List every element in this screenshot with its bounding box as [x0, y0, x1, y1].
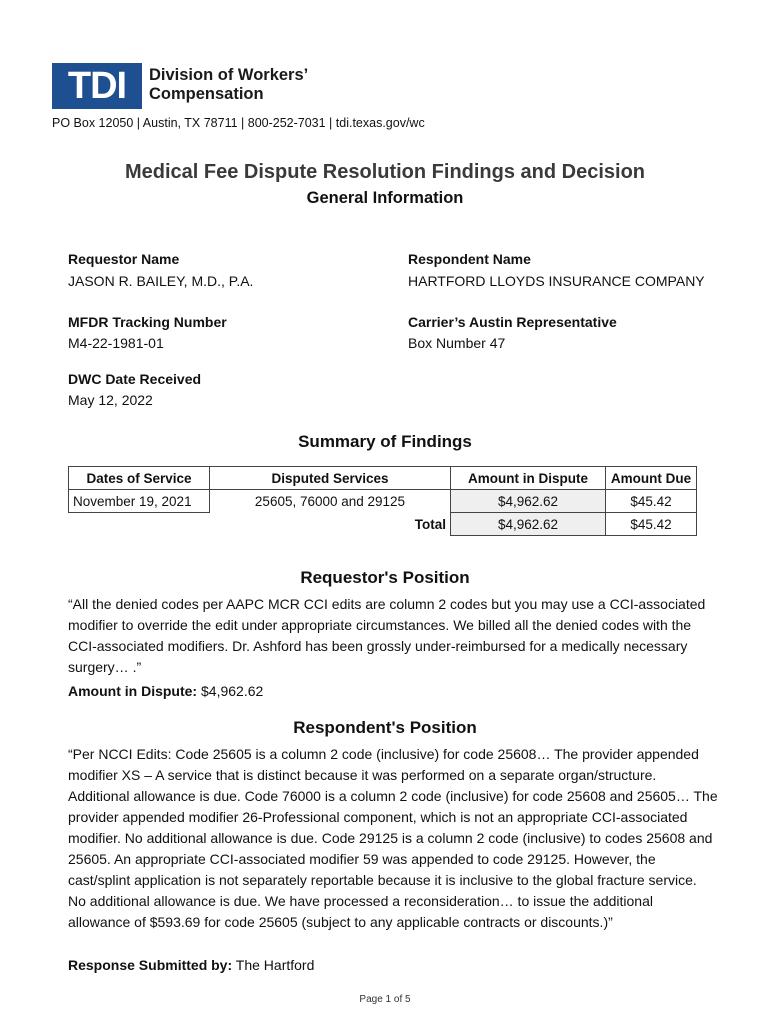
respondent-position-text: “Per NCCI Edits: Code 25605 is a column 2 code (inclusive) for code 25608… The provider appended modifier XS – A service that is distinct because it was performed on a separate organ/structure. Additional allowance is due. Code 76000 is a column 2 code (inclusive) for code 25608 and 25605… The provider appended modifier 26-Professional component, which is not an appropriate CCI-associated modifier. No additional allowance is due. Code 29125 is a column 2 code (inclusive) to codes 25608 and 25605. An appropriate CCI-associated modifier 59 was appended to code 29125. However, the cast/splint application is not separately reportable because it is inclusive to the global fracture service. No additional allowance is due. We have processed a reconsideration… to issue the additional allowance of $593.69 for code 25605 (subject to any applicable contracts or discounts.)” — [68, 746, 718, 930]
cell-amount-due: $45.42 — [606, 490, 697, 513]
summary-table — [68, 466, 697, 536]
section-general-information: General Information — [306, 189, 464, 207]
logo-line-1: Division of Workers’ — [149, 66, 309, 84]
tracking-number-value: M4-22-1981-01 — [68, 335, 164, 351]
page-number: Page 1 of 5 — [359, 994, 411, 1005]
cell-date-of-service: November 19, 2021 — [69, 490, 210, 513]
total-row — [69, 513, 697, 536]
respondent-name-label: Respondent Name — [408, 251, 531, 267]
amount-in-dispute-label: Amount in Dispute: — [68, 683, 198, 699]
requestor-amount-line — [68, 681, 718, 702]
respondent-position-heading: Respondent's Position — [293, 718, 477, 737]
tdi-logo: TDI — [52, 63, 142, 109]
cell-disputed-services: 25605, 76000 and 29125 — [254, 493, 406, 509]
response-submitted-value: The Hartford — [235, 957, 315, 973]
carrier-rep-label: Carrier’s Austin Representative — [408, 314, 617, 330]
response-submitted-line — [68, 955, 718, 976]
header-disputed-services: Disputed Services — [210, 467, 451, 490]
requestor-name-label: Requestor Name — [68, 251, 180, 267]
date-received-value: May 12, 2022 — [68, 392, 153, 408]
response-submitted-label: Response Submitted by: — [68, 957, 233, 973]
logo-line-2: Compensation — [149, 85, 264, 103]
header-amount-due: Amount Due — [606, 467, 697, 490]
carrier-rep-value: Box Number 47 — [408, 335, 506, 351]
date-received-label: DWC Date Received — [68, 371, 202, 387]
table-row — [69, 490, 697, 513]
total-label: Total — [414, 516, 446, 532]
logo-division-name — [149, 66, 308, 104]
total-amount-due: $45.42 — [606, 513, 697, 536]
tracking-number-label: MFDR Tracking Number — [68, 314, 227, 330]
requestor-name-value: JASON R. BAILEY, M.D., P.A. — [68, 273, 254, 289]
document-title: Medical Fee Dispute Resolution Findings and Decision — [124, 161, 646, 183]
respondent-name-value: HARTFORD LLOYDS INSURANCE COMPANY — [408, 273, 705, 289]
contact-address: PO Box 12050 | Austin, TX 78711 | 800-252-7031 | tdi.texas.gov/wc — [52, 116, 425, 130]
summary-heading: Summary of Findings — [298, 432, 472, 451]
cell-amount-in-dispute: $4,962.62 — [451, 490, 606, 513]
header-dates-of-service: Dates of Service — [69, 467, 210, 490]
amount-in-dispute-value: $4,962.62 — [201, 683, 264, 699]
requestor-position-heading: Requestor's Position — [300, 568, 470, 587]
summary-header-row — [69, 467, 697, 490]
total-amount-in-dispute: $4,962.62 — [451, 513, 606, 536]
requestor-position-text: “All the denied codes per AAPC MCR CCI edits are column 2 codes but you may use a CCI-associated modifier to override the edit under appropriate circumstances. We billed all the denied codes with the CCI-associated modifiers. Dr. Ashford has been grossly under-reimbursed for a medically necessary surgery… .” — [68, 596, 706, 675]
header-amount-in-dispute: Amount in Dispute — [451, 467, 606, 490]
